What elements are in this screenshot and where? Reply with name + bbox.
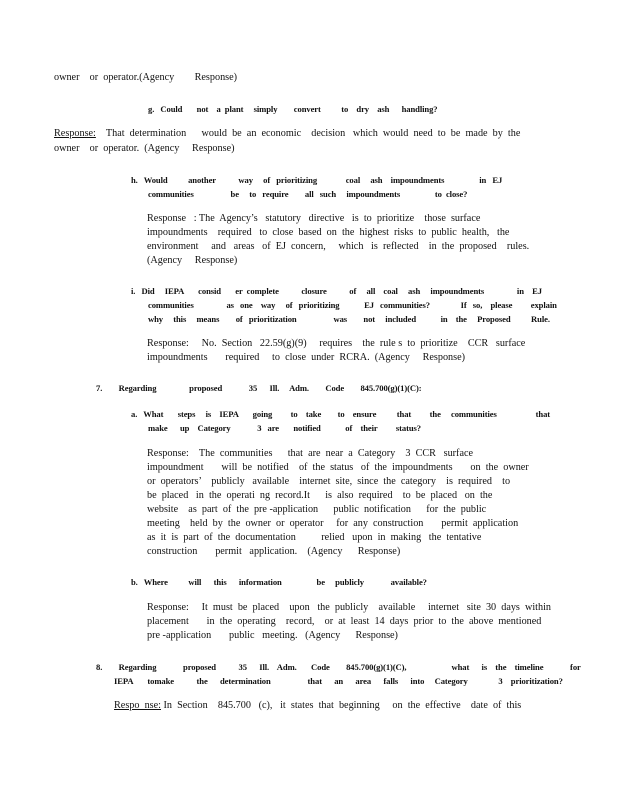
question-h-cont: communities be to require all such impoundments to close? [148,189,468,199]
response-text: as it is part of the documentation relied upon in making the tentative [147,532,482,543]
response-text: environment and areas of EJ concern, which is reflected in the proposed rules. [147,241,530,252]
response-text: In Section 845.700 (c), it states that beginning on the effective date of this [163,700,522,711]
response-text: Response: It must be placed upon the publicly available internet site 30 days within [147,602,552,613]
question-7a-cont: make up Category 3 are notified of their status? [148,423,421,433]
response-text: be placed in the operati ng record.It is also required to be placed on the [147,490,493,501]
response-text: meeting held by the owner or operator for any construction permit application [147,518,519,529]
response-text: Response: The communities that are near a Category 3 CCR surface [147,448,474,459]
response-line [54,128,520,140]
response-text: Response : The Agency’s statutory directive is to prioritize those surface [147,213,481,224]
response-text: pre -application public meeting. (Agency Response) [147,630,398,641]
question-h: h. Would another way of prioritizing coal ash impoundments in EJ [131,175,503,185]
response-text: or operators’ publicly available internet site, since the category is required to [147,476,511,487]
question-8: 8. Regarding proposed 35 Ill. Adm. Code 845.700(g)(1)(C), what is the timeline for [96,662,581,672]
question-i-cont: why this means of prioritization was not included in the Proposed Rule. [148,314,550,324]
question-i: i. Did IEPA consid er complete closure of all coal ash impoundments in EJ [131,286,542,296]
response-text: website as part of the pre -application public notification for the public [147,504,487,515]
response-text: (Agency Response) [147,255,238,266]
question-7a: a. What steps is IEPA going to take to ensure that the communities that [131,409,551,419]
response-label: Respo nse: [114,700,161,711]
response-text: impoundment will be notified of the status of the impoundments on the owner [147,462,529,473]
text-line: owner or operator. (Agency Response) [54,143,235,154]
response-text: That determination would be an economic decision which would need to be made by the [105,128,521,139]
question-7b: b. Where will this information be publicly available? [131,577,427,587]
response-text: impoundments required to close based on the highest risks to public health, the [147,227,510,238]
response-text: impoundments required to close under RCRA. (Agency Response) [147,352,466,363]
response-line [114,700,521,712]
response-text: Response: No. Section 22.59(g)(9) requires the rule s to prioritize CCR surface [147,338,526,349]
question-i-cont: communities as one way of prioritizing EJ communities? If so, please explain [148,300,557,310]
question-8-cont: IEPA tomake the determination that an area falls into Category 3 prioritization? [114,676,563,686]
response-label: Response: [54,128,96,139]
question-g: g. Could not a plant simply convert to dry ash handling? [148,104,438,114]
text-line: owner or operator.(Agency Response) [54,72,238,83]
response-text: construction permit application. (Agency Response) [147,546,401,557]
question-7: 7. Regarding proposed 35 Ill. Adm. Code 845.700(g)(1)(C): [96,383,422,393]
response-text: placement in the operating record, or at least 14 days prior to the above mentioned [147,616,542,627]
